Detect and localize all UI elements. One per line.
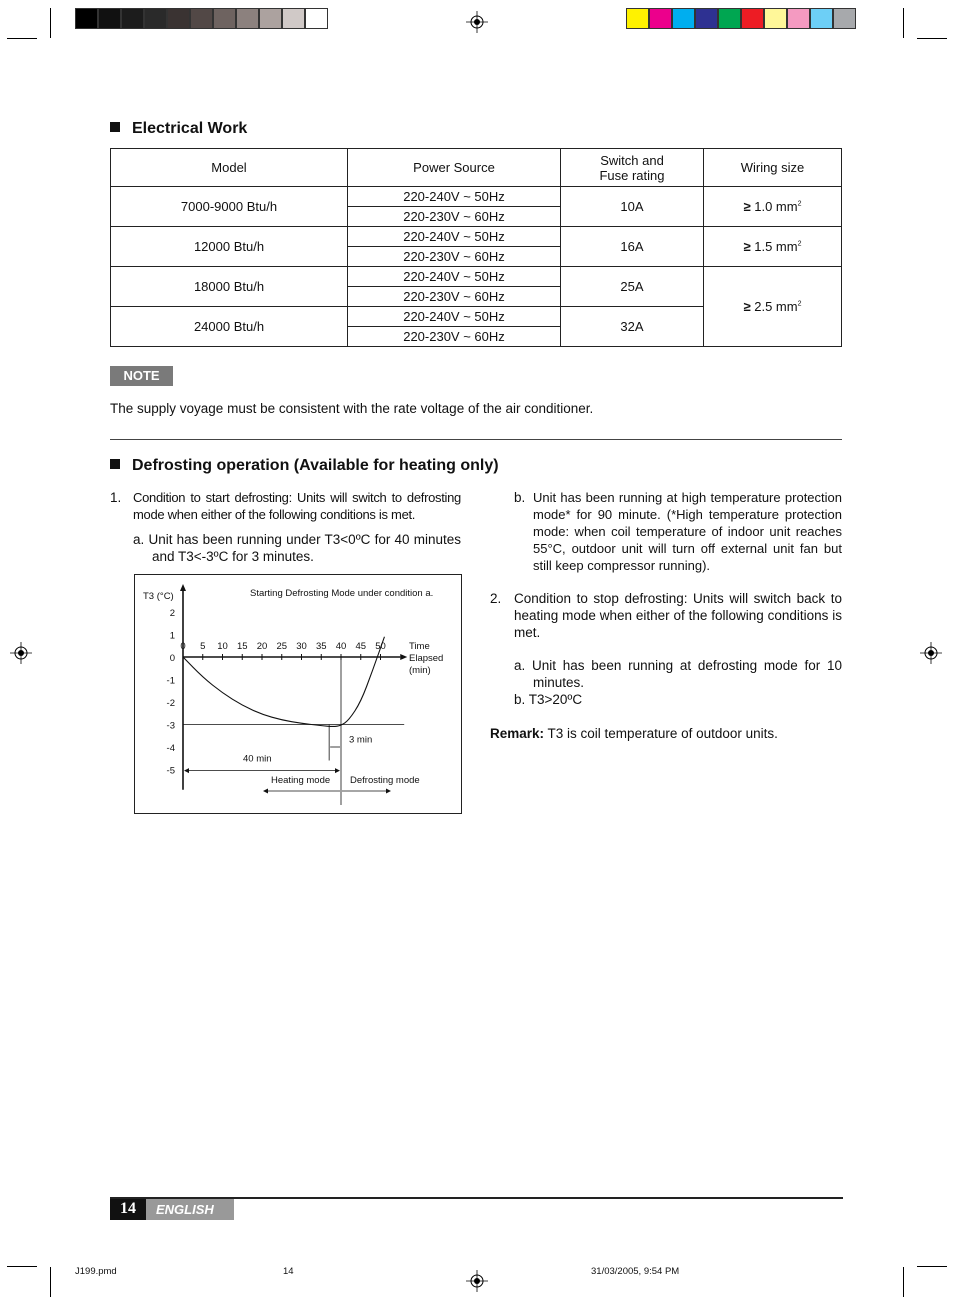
registration-mark-icon [466, 11, 488, 33]
table-row [111, 267, 842, 287]
three-min-label: 3 min [349, 734, 373, 746]
calibration-swatch [144, 8, 167, 29]
x-tick-label: 0 [180, 641, 186, 652]
calibration-swatch [810, 8, 833, 29]
item1-number: 1. [110, 490, 122, 505]
x-axis-label: Elapsed [409, 653, 444, 664]
calibration-swatch [282, 8, 305, 29]
heating-mode-label: Heating mode [271, 775, 331, 786]
crop-mark [7, 1266, 37, 1267]
arrowhead-icon [386, 789, 391, 794]
power-cell: 220-230V ~ 60Hz [348, 247, 561, 267]
arrowhead-icon [335, 768, 340, 773]
y-tick-label: -3 [166, 720, 175, 732]
calibration-swatch [741, 8, 764, 29]
power-cell: 220-230V ~ 60Hz [348, 207, 561, 227]
arrowhead-icon [184, 768, 189, 773]
power-cell: 220-240V ~ 50Hz [348, 227, 561, 247]
model-cell: 24000 Btu/h [111, 307, 348, 347]
calibration-swatch [190, 8, 213, 29]
registration-mark-icon [466, 1270, 488, 1292]
calibration-swatch [305, 8, 328, 29]
header-switch-fuse: Switch and Fuse rating [561, 149, 704, 187]
x-tick-label: 5 [200, 641, 206, 652]
item2b-text: b. T3>20ºC [514, 692, 583, 707]
power-cell: 220-240V ~ 50Hz [348, 307, 561, 327]
item1-text: Condition to start defrosting: Units will switch to defrosting mode when either of the following conditions is met. [133, 490, 461, 522]
section-divider [110, 439, 842, 440]
model-cell: 12000 Btu/h [111, 227, 348, 267]
calibration-swatch [764, 8, 787, 29]
square-bullet-icon [110, 122, 120, 132]
fuse-cell: 25A [561, 267, 704, 307]
item1a-text: a. Unit has been running under T3<0ºC for 40 minutes and T3<-3ºC for 3 minutes. [133, 532, 461, 564]
model-cell: 7000-9000 Btu/h [111, 187, 348, 227]
chart-title: Starting Defrosting Mode under condition a. [250, 588, 434, 599]
wiring-cell: ≥ 1.0 $mm^2$ [704, 187, 842, 227]
calibration-swatch [167, 8, 190, 29]
arrowhead-icon [263, 789, 268, 794]
x-axis-arrow-icon [400, 654, 407, 660]
header-power-source: Power Source [348, 149, 561, 187]
item1b-text: Unit has been running at high temperature protection mode* for 90 minute. (*High temperature protection mode: when coil temperature of indoor unit reaches 55°C, outdoor unit will turn off external unit fan but still keep compressor running). [533, 490, 842, 573]
fuse-cell: 16A [561, 227, 704, 267]
wiring-cell: ≥ 1.5 $mm^2$ [704, 227, 842, 267]
fuse-cell: 10A [561, 187, 704, 227]
defrosting-heading: Defrosting operation (Available for heating only) [110, 457, 499, 475]
y-tick-label: -5 [166, 765, 175, 777]
defrost-chart [135, 575, 461, 813]
calibration-swatch [236, 8, 259, 29]
y-tick-label: 0 [169, 653, 175, 664]
calibration-swatch [649, 8, 672, 29]
crop-mark [917, 38, 947, 39]
calibration-swatch [787, 8, 810, 29]
x-tick-label: 25 [276, 641, 288, 652]
power-cell: 220-240V ~ 50Hz [348, 267, 561, 287]
crop-mark [50, 8, 51, 38]
table-row [111, 227, 842, 247]
header-model: Model [111, 149, 348, 187]
x-axis-label: (min) [409, 665, 431, 676]
item2-number: 2. [490, 591, 502, 606]
electrical-work-heading: Electrical Work [110, 120, 247, 138]
x-tick-label: 30 [296, 641, 307, 652]
electrical-table [110, 148, 842, 347]
calibration-swatch [695, 8, 718, 29]
page-number: 14 [110, 1199, 146, 1220]
y-tick-label: 1 [169, 630, 175, 642]
x-axis-label: Time [409, 641, 430, 652]
crop-mark [7, 38, 37, 39]
y-tick-label: -4 [166, 743, 175, 754]
note-badge: NOTE [110, 366, 173, 386]
defrosting-mode-label: Defrosting mode [350, 775, 420, 786]
calibration-swatch [121, 8, 144, 29]
x-tick-label: 20 [256, 641, 268, 652]
calibration-swatch [75, 8, 98, 29]
calibration-swatch [672, 8, 695, 29]
x-tick-label: 15 [236, 641, 248, 652]
defrost-chart-frame [134, 574, 462, 814]
y-tick-label: -2 [166, 698, 175, 709]
y-tick-label: -1 [166, 675, 175, 687]
calibration-swatch [259, 8, 282, 29]
calibration-swatch [213, 8, 236, 29]
calibration-swatch [718, 8, 741, 29]
power-cell: 220-230V ~ 60Hz [348, 287, 561, 307]
print-timestamp: 31/03/2005, 9:54 PM [591, 1266, 680, 1277]
calibration-swatch [98, 8, 121, 29]
model-cell: 18000 Btu/h [111, 267, 348, 307]
registration-mark-icon [10, 642, 32, 664]
table-header-row [111, 149, 842, 187]
item2-text: Condition to stop defrosting: Units will switch back to heating mode when either of the following conditions is met. [514, 591, 842, 640]
y-tick-label: 2 [169, 608, 175, 619]
power-cell: 220-230V ~ 60Hz [348, 327, 561, 347]
x-tick-label: 45 [355, 641, 367, 652]
calibration-swatch [626, 8, 649, 29]
square-bullet-icon [110, 459, 120, 469]
header-wiring-size: Wiring size [704, 149, 842, 187]
item1b-label: b. [514, 490, 526, 505]
forty-min-label: 40 min [243, 753, 272, 765]
registration-mark-icon [920, 642, 942, 664]
remark: Remark: T3 is coil temperature of outdoor units. [490, 726, 778, 741]
crop-mark [903, 8, 904, 38]
page-ref: 14 [283, 1266, 294, 1277]
crop-mark [903, 1267, 904, 1297]
item2a-text: a. Unit has been running at defrosting mode for 10 minutes. [514, 658, 842, 690]
x-tick-label: 40 [335, 641, 347, 652]
power-cell: 220-240V ~ 50Hz [348, 187, 561, 207]
fuse-cell: 32A [561, 307, 704, 347]
y-axis-label: T3 (°C) [143, 591, 174, 602]
table-row [111, 187, 842, 207]
x-tick-label: 10 [217, 641, 228, 652]
x-tick-label: 35 [315, 641, 327, 652]
file-name: J199.pmd [75, 1266, 117, 1277]
wiring-cell: ≥ 2.5 $mm^2$ [704, 267, 842, 347]
calibration-swatch [833, 8, 856, 29]
x-tick-label: 50 [375, 641, 386, 652]
crop-mark [50, 1267, 51, 1297]
language-label: ENGLISH [146, 1199, 234, 1220]
y-axis-arrow-icon [180, 584, 186, 591]
crop-mark [917, 1266, 947, 1267]
note-text: The supply voyage must be consistent with the rate voltage of the air conditioner. [110, 401, 594, 416]
